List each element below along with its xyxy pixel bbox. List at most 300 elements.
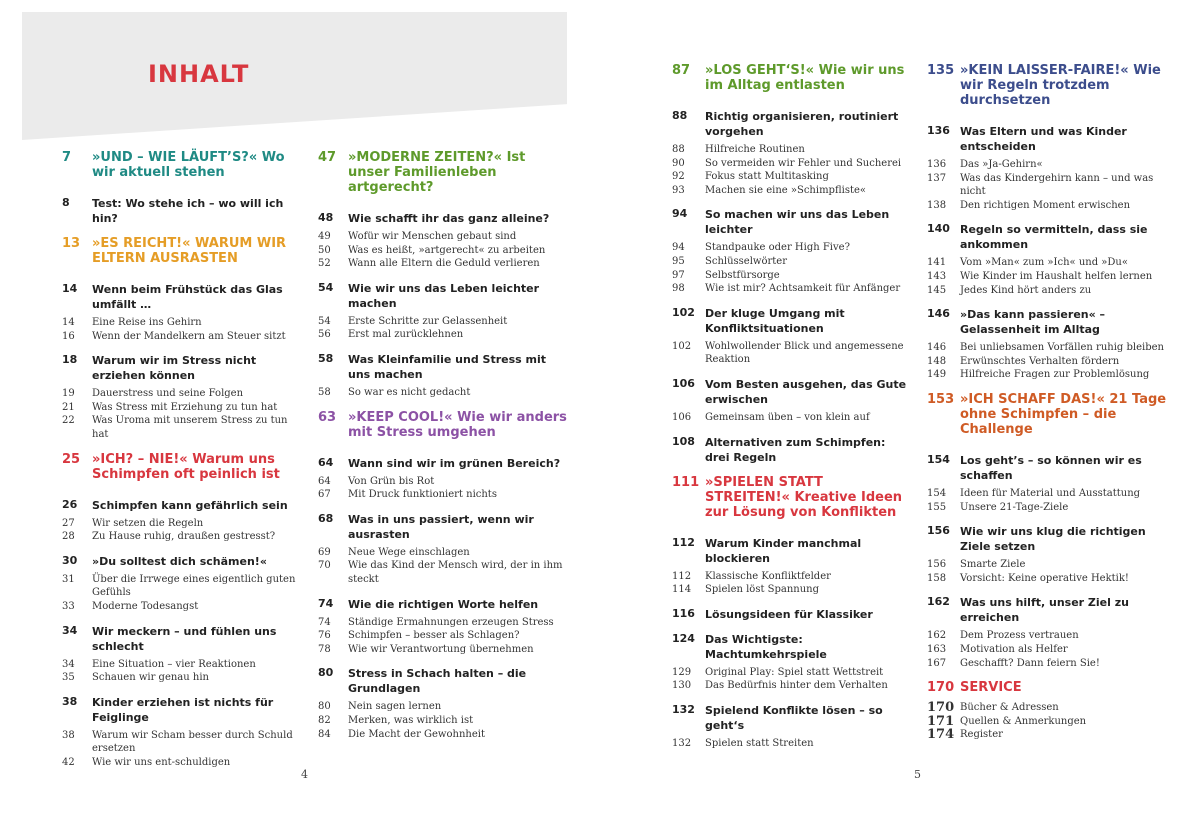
subsection-title: Wann sind wir im grünen Bereich? [348,456,561,470]
item-label: Register [960,729,1003,741]
item-label: So vermeiden wir Fehler und Sucherei [705,157,902,169]
item-label: Wie wir uns ent-schuldigen [92,756,231,768]
subsection-title: Was Kleinfamilie und Stress mit uns machen [348,352,547,381]
subsection-title: »Du solltest dich schämen!« [92,554,267,568]
subsection-title: Wie schafft ihr das ganz alleine? [348,212,550,225]
toc-item-group [62,573,302,614]
section-page-number: 25 [62,451,81,467]
item-label: Nein sagen lernen [348,701,442,713]
toc-subsection[interactable] [672,109,912,139]
toc-item[interactable] [62,414,302,441]
toc-subsection[interactable] [62,695,302,725]
item-page-number: 35 [62,672,75,684]
item-page-number: 156 [927,559,947,571]
toc-item[interactable] [318,700,568,714]
section-page-number: 47 [318,150,337,165]
toc-item[interactable] [672,411,912,425]
toc-item[interactable] [927,572,1167,586]
toc-subsection[interactable] [62,196,302,226]
item-page-number: 76 [318,630,331,642]
item-page-number: 90 [672,157,685,169]
toc-item[interactable] [927,558,1167,572]
section-page-number: 7 [62,150,72,165]
toc-subsection[interactable] [672,703,912,733]
toc-subsection[interactable] [62,624,302,654]
subsection-page-number: 136 [927,124,950,137]
toc-item-group [672,241,912,295]
subsection-page-number: 124 [672,631,695,645]
toc-section[interactable] [672,475,912,520]
toc-item[interactable] [927,368,1167,382]
toc-item[interactable] [927,701,1167,715]
toc-subsection[interactable] [62,498,302,513]
toc-item[interactable] [927,355,1167,369]
toc-subsection[interactable] [927,524,1167,554]
toc-item[interactable] [318,728,568,742]
item-label: Bei unliebsamen Vorfällen ruhig bleiben [960,342,1164,354]
toc-subsection[interactable] [672,377,912,407]
toc-item-group [62,316,302,343]
subsection-title: Los geht’s – so können wir es schaffen [960,453,1142,482]
item-label: Wie das Kind der Mensch wird, der in ihm steckt [348,560,563,585]
item-page-number: 174 [927,727,955,743]
item-label: Gemeinsam üben – von klein auf [705,411,870,423]
item-page-number: 154 [927,487,947,499]
subsection-title: Wie wir uns das Leben leichter machen [348,281,540,310]
section-title: »ICH SCHAFF DAS!« 21 Tage ohne Schimpfen – die Challenge [960,391,1167,437]
toc-item[interactable] [927,715,1167,729]
item-page-number: 141 [927,257,947,269]
toc-item[interactable] [927,158,1167,172]
item-page-number: 162 [927,630,947,642]
item-label: Mit Druck funktioniert nichts [348,489,497,501]
item-label: Warum wir Scham besser durch Schuld ersetzen [92,729,293,755]
item-page-number: 49 [318,231,331,242]
toc-section[interactable] [62,236,302,266]
item-page-number: 31 [62,573,75,585]
item-label: Original Play: Spiel statt Wettstreit [705,666,884,678]
item-page-number: 38 [62,729,75,741]
toc-item[interactable] [318,546,568,560]
item-label: Wie Kinder im Haushalt helfen lernen [960,270,1153,282]
item-page-number: 167 [927,657,947,669]
toc-section[interactable] [62,150,302,180]
toc-section[interactable] [927,392,1167,437]
toc-item[interactable] [672,737,912,751]
item-label: Wie wir Verantwortung übernehmen [348,643,534,655]
subsection-title: Test: Wo stehe ich – wo will ich hin? [92,197,284,225]
item-page-number: 138 [927,199,947,211]
item-label: Dauerstress und seine Folgen [92,388,244,400]
item-page-number: 22 [62,415,75,427]
item-label: Standpauke oder High Five? [705,242,850,254]
toc-item[interactable] [62,517,302,531]
subsection-page-number: 88 [672,109,688,122]
toc-item[interactable] [672,269,912,283]
item-page-number: 69 [318,546,331,558]
toc-item[interactable] [672,143,912,157]
subsection-page-number: 102 [672,305,695,319]
item-page-number: 136 [927,159,947,170]
toc-item-group [672,666,912,693]
subsection-page-number: 80 [318,666,334,680]
toc-item[interactable] [927,728,1167,742]
toc-item-group [318,475,568,502]
toc-item[interactable] [672,679,912,693]
subsection-page-number: 140 [927,222,950,236]
item-page-number: 82 [318,714,331,726]
subsection-page-number: 106 [672,376,695,390]
item-page-number: 74 [318,616,331,628]
toc-item[interactable] [927,199,1167,213]
toc-subsection[interactable] [672,632,912,662]
toc-item[interactable] [62,573,302,600]
item-page-number: 145 [927,284,947,296]
item-label: Wohlwollender Blick und angemessene Reaktion [705,340,904,366]
page-number-right: 5 [914,768,921,781]
toc-item[interactable] [318,643,568,657]
toc-item[interactable] [927,657,1167,671]
toc-column-3 [672,63,912,761]
item-page-number: 27 [62,517,75,529]
section-title: »KEEP COOL!« Wie wir anders mit Stress umgehen [348,409,567,440]
subsection-title: So machen wir uns das Leben leichter [705,208,890,237]
toc-item[interactable] [62,729,302,756]
item-label: Erst mal zurücklehnen [348,329,464,341]
item-page-number: 42 [62,756,75,768]
toc-item-group [672,737,912,751]
item-label: Selbstfürsorge [705,269,780,281]
toc-subsection[interactable] [927,307,1167,337]
subsection-page-number: 64 [318,455,334,469]
item-page-number: 106 [672,411,692,423]
toc-subsection[interactable] [62,353,302,383]
toc-item-group [318,230,568,271]
toc-item[interactable] [62,530,302,544]
subsection-page-number: 146 [927,307,950,321]
toc-subsection[interactable] [318,211,568,226]
subsection-title: Richtig organisieren, routiniert vorgehen [705,110,899,138]
item-label: Klassische Konfliktfelder [705,570,831,582]
toc-subsection[interactable] [62,554,302,569]
subsection-title: Wir meckern – und fühlen uns schlecht [92,624,277,653]
toc-item[interactable] [927,256,1167,270]
toc-item[interactable] [318,328,568,342]
item-label: Erwünschtes Verhalten fördern [960,355,1120,367]
subsection-page-number: 132 [672,702,695,716]
item-label: So war es nicht gedacht [348,386,471,398]
subsection-title: Wie die richtigen Worte helfen [348,597,539,611]
subsection-page-number: 26 [62,497,78,511]
toc-item[interactable] [318,257,568,271]
toc-item[interactable] [318,629,568,643]
item-page-number: 170 [927,700,955,716]
item-page-number: 112 [672,570,692,582]
item-label: Wofür wir Menschen gebaut sind [348,231,517,242]
item-page-number: 84 [318,728,331,740]
subsection-title: Warum wir im Stress nicht erziehen können [92,354,257,383]
toc-subsection[interactable] [672,536,912,566]
toc-item[interactable] [927,270,1167,284]
subsection-title: Schimpfen kann gefährlich sein [92,498,288,512]
header-background [22,12,567,140]
subsection-page-number: 30 [62,553,78,567]
toc-subsection[interactable] [927,124,1167,154]
subsection-title: Alternativen zum Schimpfen: drei Regeln [705,435,886,464]
item-page-number: 28 [62,531,75,543]
subsection-title: Wenn beim Frühstück das Glas umfällt … [92,283,283,311]
item-page-number: 58 [318,386,331,398]
subsection-title: Was uns hilft, unser Ziel zu erreichen [960,596,1129,625]
item-label: Smarte Ziele [960,559,1026,571]
toc-item-group [672,411,912,425]
toc-subsection[interactable] [318,666,568,696]
toc-subsection[interactable] [318,597,568,612]
toc-item-group [927,341,1167,382]
item-label: Was es heißt, »artgerecht« zu arbeiten [348,244,546,256]
toc-item[interactable] [927,172,1167,199]
item-label: Machen sie eine »Schimpfliste« [705,184,867,196]
section-page-number: 63 [318,409,337,425]
item-page-number: 97 [672,269,685,281]
toc-subsection[interactable] [318,352,568,382]
subsection-title: Was in uns passiert, wenn wir ausrasten [348,512,534,541]
toc-item[interactable] [927,501,1167,515]
section-page-number: 111 [672,474,700,490]
toc-item-group [318,546,568,587]
toc-item[interactable] [318,616,568,630]
subsection-page-number: 162 [927,595,950,609]
toc-item[interactable] [672,241,912,255]
item-label: Spielen löst Spannung [705,584,820,596]
toc-item[interactable] [672,157,912,171]
item-page-number: 114 [672,584,692,596]
item-label: Wann alle Eltern die Geduld verlieren [348,258,540,270]
toc-item[interactable] [672,340,912,367]
toc-item[interactable] [318,230,568,244]
item-label: Ideen für Material und Ausstattung [960,487,1141,499]
toc-item-group [672,340,912,367]
subsection-page-number: 116 [672,606,695,620]
item-label: Ständige Ermahnungen erzeugen Stress [348,616,554,628]
item-page-number: 67 [318,489,331,501]
item-page-number: 34 [62,658,75,670]
subsection-page-number: 112 [672,535,695,549]
item-label: Quellen & Anmerkungen [960,715,1087,727]
item-label: Motivation als Helfer [960,643,1068,655]
item-label: Hilfreiche Routinen [705,144,805,155]
toc-item[interactable] [62,671,302,685]
toc-subsection[interactable] [672,306,912,336]
toc-item[interactable] [318,488,568,502]
toc-item-group [62,387,302,441]
item-label: Neue Wege einschlagen [348,546,470,558]
item-page-number: 163 [927,643,947,655]
item-label: Spielen statt Streiten [705,737,814,749]
item-label: Das Bedürfnis hinter dem Verhalten [705,680,888,692]
toc-item[interactable] [927,487,1167,501]
item-page-number: 33 [62,600,75,612]
item-label: Eine Situation – vier Reaktionen [92,658,256,670]
toc-item-group [927,629,1167,670]
item-page-number: 88 [672,144,685,155]
toc-subsection[interactable] [318,512,568,542]
toc-item-group [927,256,1167,297]
subsection-title: Vom Besten ausgehen, das Gute erwischen [705,377,907,406]
toc-item[interactable] [672,255,912,269]
item-label: Bücher & Adressen [960,702,1059,714]
toc-subsection[interactable] [672,607,912,622]
item-page-number: 92 [672,171,685,183]
toc-subsection[interactable] [62,282,302,312]
subsection-title: »Das kann passieren« – Gelassenheit im Alltag [960,308,1106,337]
toc-item[interactable] [927,284,1167,298]
subsection-page-number: 94 [672,207,688,221]
item-page-number: 14 [62,317,75,328]
toc-item[interactable] [927,643,1167,657]
item-label: Fokus statt Multitasking [705,171,829,183]
item-page-number: 158 [927,572,947,584]
item-label: Den richtigen Moment erwischen [960,199,1131,211]
item-page-number: 149 [927,369,947,381]
item-label: Was das Kindergehirn kann – und was nicht [960,172,1154,198]
toc-section[interactable] [62,452,302,482]
section-title: »ES REICHT!« WARUM WIR ELTERN AUSRASTEN [92,236,287,266]
section-title: »KEIN LAISSER-FAIRE!« Wie wir Regeln trotzdem durchsetzen [960,63,1161,108]
section-title: »ICH? – NIE!« Warum uns Schimpfen oft peinlich ist [92,451,280,482]
toc-subsection[interactable] [927,222,1167,252]
item-page-number: 54 [318,315,331,327]
toc-section[interactable] [927,680,1167,742]
section-title: »UND – WIE LÄUFT’S?« Wo wir aktuell stehen [92,150,285,180]
toc-item[interactable] [672,184,912,198]
toc-item-group [927,487,1167,514]
item-page-number: 78 [318,643,331,655]
item-label: Geschafft? Dann feiern Sie! [960,657,1100,669]
toc-item-group [927,558,1167,585]
subsection-title: Stress in Schach halten – die Grundlagen [348,667,527,696]
item-page-number: 94 [672,242,685,254]
item-label: Erste Schritte zur Gelassenheit [348,315,508,327]
toc-item[interactable] [318,244,568,258]
subsection-title: Der kluge Umgang mit Konfliktsituationen [705,306,845,335]
toc-item-group [318,616,568,657]
item-label: Hilfreiche Fragen zur Problemlösung [960,369,1150,381]
toc-subsection[interactable] [672,435,912,465]
section-page-number: 87 [672,63,691,78]
subsection-title: Spielend Konflikte lösen – so geht‘s [705,703,883,732]
subsection-title: Regeln so vermitteln, dass sie ankommen [960,223,1148,252]
toc-item[interactable] [672,282,912,296]
section-page-number: 153 [927,391,955,407]
subsection-page-number: 8 [62,196,70,209]
section-page-number: 13 [62,236,81,251]
toc-item[interactable] [672,170,912,184]
item-page-number: 143 [927,270,947,282]
toc-item[interactable] [318,714,568,728]
toc-item-group [318,386,568,400]
item-label: Das »Ja-Gehirn« [960,159,1043,170]
toc-section[interactable] [672,63,912,93]
subsection-page-number: 58 [318,351,334,365]
toc-section[interactable] [927,63,1167,108]
item-page-number: 171 [927,713,955,729]
item-page-number: 50 [318,244,331,256]
toc-item[interactable] [62,600,302,614]
toc-item[interactable] [62,756,302,770]
toc-item[interactable] [62,330,302,344]
toc-subsection[interactable] [318,281,568,311]
subsection-page-number: 18 [62,353,78,367]
toc-section[interactable] [318,150,568,195]
item-label: Schlüsselwörter [705,255,787,267]
page-title: INHALT [148,60,250,88]
item-page-number: 129 [672,666,692,678]
item-page-number: 70 [318,560,331,572]
toc-item[interactable] [318,315,568,329]
section-page-number: 170 [927,680,955,696]
toc-column-4 [927,63,1167,758]
subsection-page-number: 156 [927,524,950,538]
section-title: SERVICE [960,680,1022,696]
toc-item-group [318,315,568,342]
toc-item[interactable] [318,475,568,489]
toc-section[interactable] [318,410,568,440]
toc-item[interactable] [62,316,302,330]
section-title: »SPIELEN STATT STREITEN!« Kreative Ideen zur Lösung von Konflikten [705,474,903,520]
toc-subsection[interactable] [672,207,912,237]
section-title: »LOS GEHT‘S!« Wie wir uns im Alltag entlasten [705,63,905,93]
item-label: Merken, was wirklich ist [348,714,474,726]
item-label: Vom »Man« zum »Ich« und »Du« [960,257,1128,269]
subsection-page-number: 108 [672,434,695,448]
item-page-number: 148 [927,355,947,367]
toc-item[interactable] [672,666,912,680]
toc-item[interactable] [672,583,912,597]
item-page-number: 64 [318,475,331,487]
toc-item-group [672,143,912,197]
toc-item[interactable] [318,559,568,586]
item-label: Moderne Todesangst [92,600,199,612]
toc-item[interactable] [927,341,1167,355]
subsection-page-number: 34 [62,623,78,637]
subsection-page-number: 154 [927,452,950,466]
toc-item[interactable] [927,629,1167,643]
toc-item-group [62,517,302,544]
subsection-page-number: 14 [62,282,78,295]
toc-item[interactable] [62,401,302,415]
toc-subsection[interactable] [927,595,1167,625]
toc-subsection[interactable] [318,456,568,471]
item-label: Zu Hause ruhig, draußen gestresst? [92,531,276,543]
section-page-number: 135 [927,63,955,78]
item-page-number: 155 [927,501,947,513]
item-label: Eine Reise ins Gehirn [92,317,202,328]
item-label: Jedes Kind hört anders zu [960,284,1092,296]
toc-subsection[interactable] [927,453,1167,483]
page-number-left: 4 [301,768,308,781]
toc-item[interactable] [318,386,568,400]
item-label: Von Grün bis Rot [348,475,435,487]
subsection-title: Das Wichtigste: Machtumkehrspiele [705,632,827,661]
toc-item[interactable] [62,387,302,401]
item-label: Wir setzen die Regeln [92,517,204,529]
item-label: Was Uroma mit unserem Stress zu tun hat [92,415,288,440]
toc-item[interactable] [62,658,302,672]
section-title: »MODERNE ZEITEN?« Ist unser Familienleben artgerecht? [348,150,526,195]
toc-item[interactable] [672,570,912,584]
item-label: Was Stress mit Erziehung zu tun hat [92,401,278,413]
